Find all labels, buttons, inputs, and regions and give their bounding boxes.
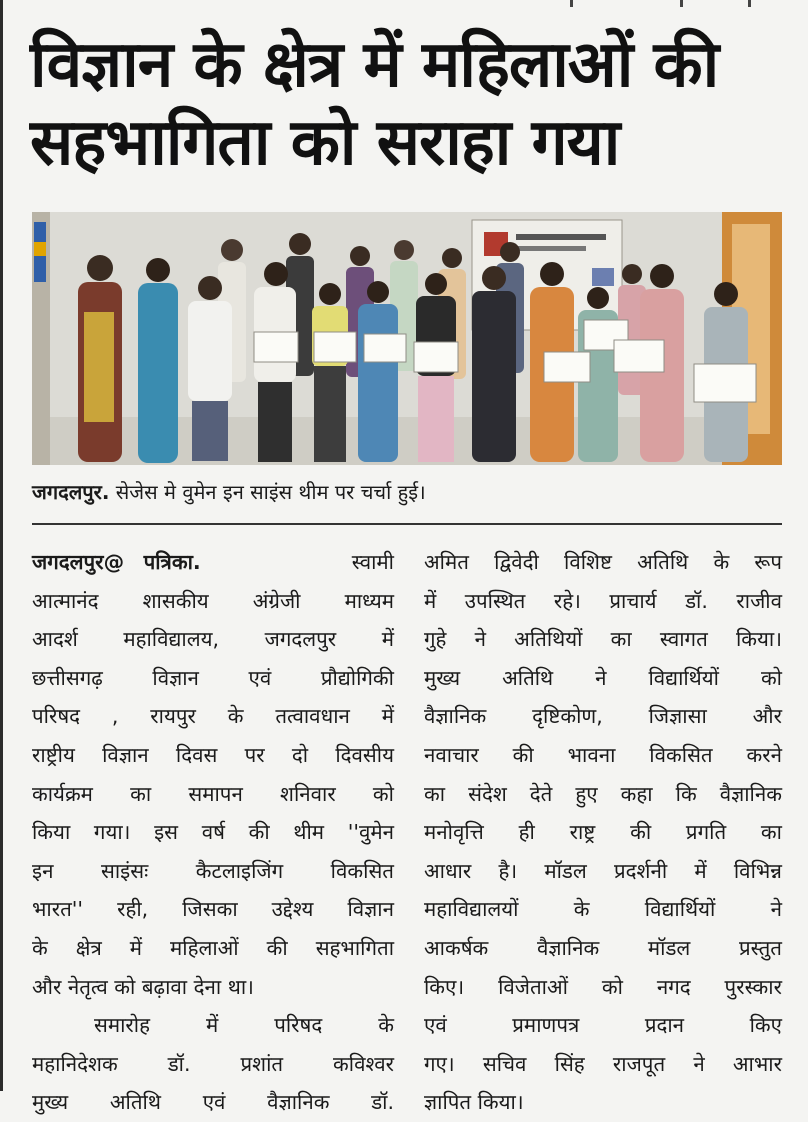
body-line: मुख्य अतिथि एवं वैज्ञानिक डॉ. [32,1090,394,1115]
body-line: के क्षेत्र में महिलाओं की सहभागिता [32,935,394,960]
page-left-border [0,0,3,1091]
photo-caption [32,478,782,506]
body-line: मनोवृत्ति ही राष्ट्र की प्रगति का [424,820,782,845]
dateline: जगदलपुर@ पत्रिका. [32,550,201,574]
body-line: में उपस्थित रहे। प्राचार्य डॉ. राजीव [424,588,782,613]
body-line: गए। सचिव सिंह राजपूत ने आभार [424,1051,782,1076]
body-line: आकर्षक वैज्ञानिक मॉडल प्रस्तुत [424,935,782,960]
body-line: महानिदेशक डॉ. प्रशांत कविश्वर [32,1051,394,1076]
body-line: ज्ञापित किया। [424,1090,524,1115]
body-line: समारोह में परिषद के [94,1013,394,1038]
body-line: कार्यक्रम का समापन शनिवार को [32,781,394,806]
article-column-right [424,543,782,1122]
caption-text: सेजेस मे वुमेन इन साइंस थीम पर चर्चा हुई। [109,480,426,504]
headline-line-1: विज्ञान के क्षेत्र में महिलाओं की [30,28,719,102]
body-line: परिषद , रायपुर के तत्वावधान में [32,704,394,729]
body-line: एवं प्रमाणपत्र प्रदान किए [424,1013,782,1038]
caption-place: जगदलपुर. [32,480,110,504]
body-line: किया गया। इस वर्ष की थीम ''वुमेन [32,820,394,845]
group-photo [32,212,782,465]
headline-line-2: सहभागिता को सराहा गया [30,106,620,180]
body-line: वैज्ञानिक दृष्टिकोण, जिज्ञासा और [424,704,782,729]
body-line: किए। विजेताओं को नगद पुरस्कार [424,974,782,999]
body-line: इन साइंसः कैटलाइजिंग विकसित [32,858,394,883]
body-line: आधार है। मॉडल प्रदर्शनी में विभिन्न [424,858,782,883]
article-column-left [32,543,394,1122]
body-line: आदर्श महाविद्यालय, जगदलपुर में [32,627,394,652]
headline [30,26,790,182]
body-line: जगदलपुर@ पत्रिका. स्वामी [32,550,394,574]
body-line: राष्ट्रीय विज्ञान दिवस पर दो दिवसीय [32,742,394,767]
group-photo-illustration [32,212,782,465]
body-line: महाविद्यालयों के विद्यार्थियों ने [424,897,782,922]
body-line: छत्तीसगढ़ विज्ञान एवं प्रौद्योगिकी [32,665,394,690]
body-line: गुहे ने अतिथियों का स्वागत किया। [424,627,782,652]
body-line: का संदेश देते हुए कहा कि वैज्ञानिक [424,781,782,806]
body-line: भारत'' रही, जिसका उद्देश्य विज्ञान [32,897,394,922]
body-line: अमित द्विवेदी विशिष्ट अतिथि के रूप [424,550,782,574]
body-line: आत्मानंद शासकीय अंग्रेजी माध्यम [32,588,394,613]
caption-divider [32,523,782,525]
body-line: मुख्य अतिथि ने विद्यार्थियों को [424,665,782,690]
body-line: नवाचार की भावना विकसित करने [424,742,782,767]
body-line: और नेतृत्व को बढ़ावा देना था। [32,974,254,999]
cropped-top-text-fragment [560,0,760,8]
